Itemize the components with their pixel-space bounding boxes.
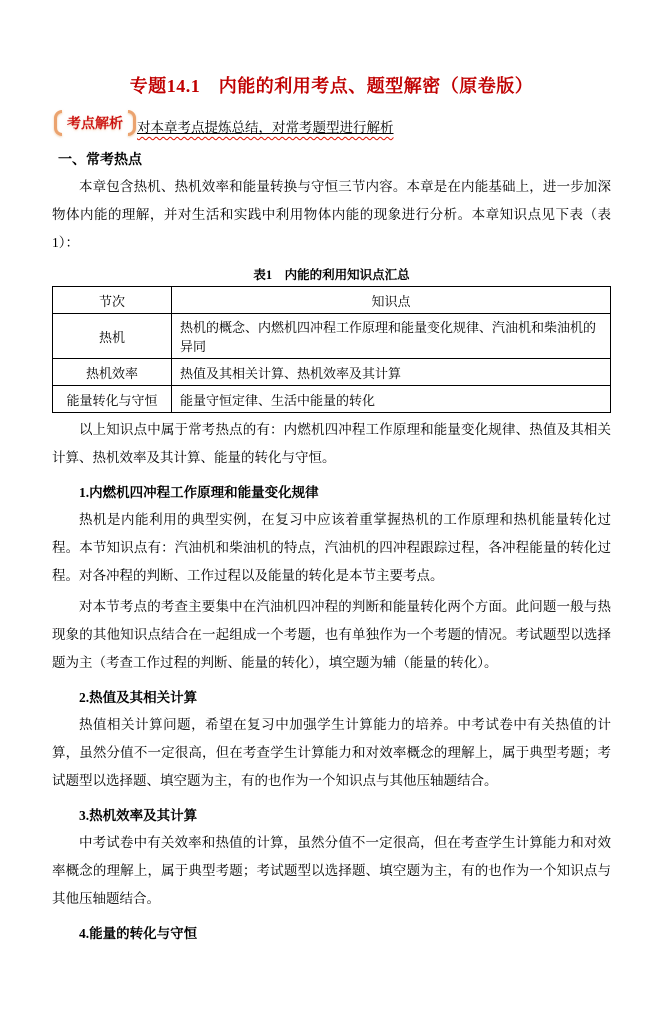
page-title: 专题14.1 内能的利用考点、题型解密（原卷版） — [129, 76, 534, 96]
knowledge-points-table — [52, 286, 611, 413]
table-row — [53, 359, 611, 386]
topic-3-paragraph: 中考试卷中有关效率和热值的计算，虽然分值不一定很高，但在考查学生计算能力和对效率概念的理解上，属于典型考题；考试题型以选择题、填空题为主，有的也作为一个知识点与其他压轴题结合。 — [52, 835, 611, 906]
bracket-left-icon — [54, 110, 62, 136]
topic-2-paragraph: 热值相关计算问题，希望在复习中加强学生计算能力的培养。中考试卷中有关热值的计算，虽然分值不一定很高，但在考查学生计算能力和对效率概念的理解上，属于典型考题；考试题型以选择题、填空题为主，有的也作为一个知识点与其他压轴题结合。 — [52, 717, 611, 788]
table-cell-section: 热机 — [53, 314, 172, 359]
table-cell-section: 能量转化与守恒 — [53, 386, 172, 413]
topic-4-heading: 4.能量的转化与守恒 — [79, 926, 198, 941]
column-header-knowledge: 知识点 — [172, 287, 611, 314]
table-cell-knowledge: 热值及其相关计算、热机效率及其计算 — [172, 359, 611, 386]
topic-1-paragraph: 对本节考点的考查主要集中在汽油机四冲程的判断和能量转化两个方面。此问题一般与热现象的其他知识点结合在一起组成一个考题，也有单独作为一个考题的情况。考试题型以选择题为主（考查工作过程的判断、能量的转化），填空题为辅（能量的转化）。 — [52, 599, 611, 670]
topic-1-heading: 1.内燃机四冲程工作原理和能量变化规律 — [79, 485, 319, 500]
badge-caption — [137, 119, 394, 136]
table-caption: 表1 内能的利用知识点汇总 — [253, 268, 410, 282]
document-page — [0, 74, 661, 942]
table-cell-section: 热机效率 — [53, 359, 172, 386]
column-header-section: 节次 — [53, 287, 172, 314]
table-row — [53, 386, 611, 413]
table-cell-knowledge: 能量守恒定律、生活中能量的转化 — [172, 386, 611, 413]
table-row — [53, 314, 611, 359]
section-heading: 一、常考热点 — [58, 153, 142, 168]
exam-points-badge — [54, 110, 136, 136]
table-header-row — [53, 287, 611, 314]
table-cell-knowledge: 热机的概念、内燃机四冲程工作原理和能量变化规律、汽油机和柴油机的异同 — [172, 314, 611, 359]
badge-label: 考点解析 — [67, 115, 123, 131]
topic-1-paragraph: 热机是内能利用的典型实例，在复习中应该着重掌握热机的工作原理和热机能量转化过程。本节知识点有：汽油机和柴油机的特点，汽油机的四冲程跟踪过程，各冲程能量的转化过程。对各冲程的判断、工作过程以及能量的转化是本节主要考点。 — [52, 512, 611, 583]
badge-caption-text: 对本章考点提炼总结，对常考题型进行解析 — [137, 120, 394, 135]
badge-row — [52, 110, 611, 136]
bracket-right-icon — [128, 110, 136, 136]
topic-2-heading: 2.热值及其相关计算 — [79, 690, 198, 705]
paragraph-chapter-overview: 本章包含热机、热机效率和能量转换与守恒三节内容。本章是在内能基础上，进一步加深物体内能的理解，并对生活和实践中利用物体内能的现象进行分析。本章知识点见下表（表1）： — [52, 179, 611, 250]
topic-3-heading: 3.热机效率及其计算 — [79, 808, 198, 823]
paragraph-hot-points: 以上知识点中属于常考热点的有：内燃机四冲程工作原理和能量变化规律、热值及其相关计算、热机效率及其计算、能量的转化与守恒。 — [52, 422, 611, 465]
